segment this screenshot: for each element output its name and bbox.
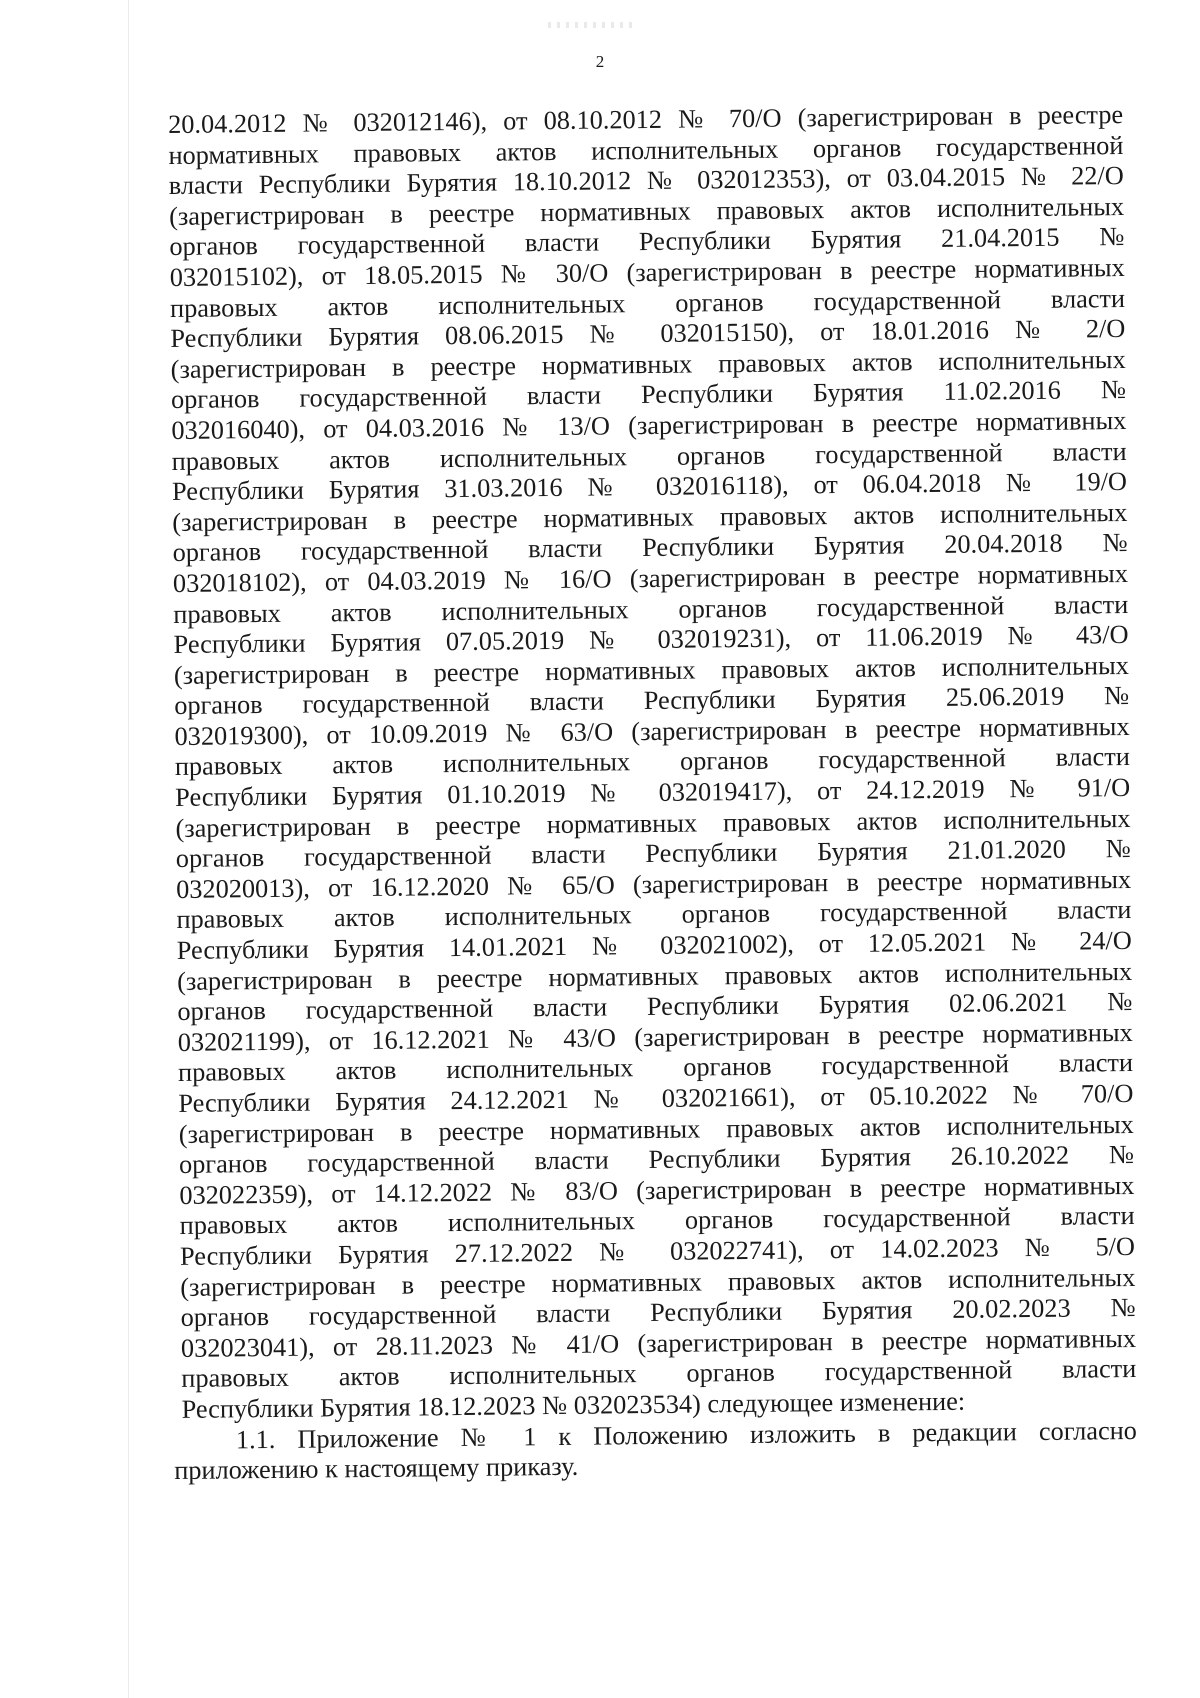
text-line: органов государственной власти Республики Бурятия 26.10.2022 № (178, 1140, 1135, 1180)
text-line: 20.04.2012 № 032012146), от 08.10.2012 № 70/О (зарегистрирован в реестре (168, 99, 1124, 139)
text-line: (зарегистрирован в реестре нормативных правовых актов исполнительных (170, 344, 1126, 384)
text-line: органов государственной власти Республики Бурятия 21.01.2020 № (175, 834, 1131, 874)
text-line: (зарегистрирован в реестре нормативных правовых актов исполнительных (175, 803, 1131, 843)
text-line: нормативных правовых актов исполнительных органов государственной (168, 130, 1124, 170)
text-line: 032023041), от 28.11.2023 № 41/О (зарегистрирован в реестре нормативных (180, 1323, 1137, 1363)
text-line: правовых актов исполнительных органов государственной власти (181, 1354, 1137, 1394)
text-line: 032018102), от 04.03.2019 № 16/О (зарегистрирован в реестре нормативных (172, 558, 1129, 598)
text-line: (зарегистрирован в реестре нормативных правовых актов исполнительных (180, 1262, 1136, 1302)
text-line: власти Республики Бурятия 18.10.2012 № 032012353), от 03.04.2015 № 22/О (168, 161, 1124, 201)
text-line: 032016040), от 04.03.2016 № 13/О (зарегистрирован в реестре нормативных (171, 405, 1127, 445)
text-line: органов государственной власти Республики Бурятия 20.02.2023 № (180, 1293, 1136, 1333)
scan-page-edge (128, 0, 129, 1698)
page-number: 2 (595, 52, 605, 71)
text-line: 032015102), от 18.05.2015 № 30/О (зарегистрирован в реестре нормативных (169, 252, 1125, 292)
text-line: Республики Бурятия 07.05.2019 № 032019231), от 11.06.2019 № 43/О (173, 620, 1129, 660)
text-line: Республики Бурятия 24.12.2021 № 032021661), от 05.10.2022 № 70/О (178, 1078, 1134, 1118)
text-line: Республики Бурятия 27.12.2022 № 032022741), от 14.02.2023 № 5/О (179, 1231, 1136, 1271)
paragraph-item-1-1 (174, 1415, 1138, 1486)
text-line: органов государственной власти Республики Бурятия 02.06.2021 № (177, 987, 1133, 1027)
text-line: (зарегистрирован в реестре нормативных правовых актов исполнительных (168, 191, 1125, 231)
text-line: 032020013), от 16.12.2020 № 65/О (зарегистрирован в реестре нормативных (176, 864, 1132, 904)
text-line: Республики Бурятия 18.12.2023 № 032023534) следующее изменение: (181, 1386, 966, 1424)
text-line: (зарегистрирован в реестре нормативных правовых актов исполнительных (173, 650, 1130, 690)
text-line: 1.1. Приложение № 1 к Положению изложить в редакции согласно (235, 1415, 1138, 1454)
text-line: 032021199), от 16.12.2021 № 43/О (зарегистрирован в реестре нормативных (177, 1017, 1133, 1057)
text-line: органов государственной власти Республики Бурятия 20.04.2018 № (172, 528, 1128, 568)
text-line: Республики Бурятия 08.06.2015 № 032015150), от 18.01.2016 № 2/О (170, 314, 1126, 354)
text-line: правовых актов исполнительных органов государственной власти (173, 589, 1129, 629)
text-line: Республики Бурятия 01.10.2019 № 032019417), от 24.12.2019 № 91/О (175, 773, 1131, 813)
paragraph-amendments-list (168, 100, 1137, 1425)
text-line: Республики Бурятия 14.01.2021 № 032021002), от 12.05.2021 № 24/О (176, 925, 1132, 965)
text-line: 032022359), от 14.12.2022 № 83/О (зарегистрирован в реестре нормативных (179, 1170, 1135, 1210)
text-line: органов государственной власти Республики Бурятия 25.06.2019 № (174, 681, 1130, 721)
text-line: органов государственной власти Республики Бурятия 11.02.2016 № (170, 375, 1127, 415)
text-line: органов государственной власти Республики Бурятия 21.04.2015 № (169, 222, 1125, 262)
text-line: правовых актов исполнительных органов государственной власти (176, 895, 1132, 935)
text-line: правовых актов исполнительных органов государственной власти (179, 1201, 1135, 1241)
text-line: приложению к настоящему приказу. (174, 1451, 579, 1486)
text-line: 032019300), от 10.09.2019 № 63/О (зарегистрирован в реестре нормативных (174, 711, 1130, 751)
document-body (168, 100, 1137, 1487)
scan-artifact (548, 22, 638, 28)
text-line: правовых актов исполнительных органов государственной власти (174, 742, 1130, 782)
text-line: (зарегистрирован в реестре нормативных правовых актов исполнительных (176, 956, 1133, 996)
text-line: (зарегистрирован в реестре нормативных правовых актов исполнительных (172, 497, 1128, 537)
text-line: Республики Бурятия 31.03.2016 № 032016118), от 06.04.2018 № 19/О (171, 467, 1128, 507)
text-line: правовых актов исполнительных органов государственной власти (169, 283, 1126, 323)
text-line: (зарегистрирован в реестре нормативных правовых актов исполнительных (178, 1109, 1134, 1149)
text-line: правовых актов исполнительных органов государственной власти (177, 1048, 1134, 1088)
text-line: правовых актов исполнительных органов государственной власти (171, 436, 1127, 476)
